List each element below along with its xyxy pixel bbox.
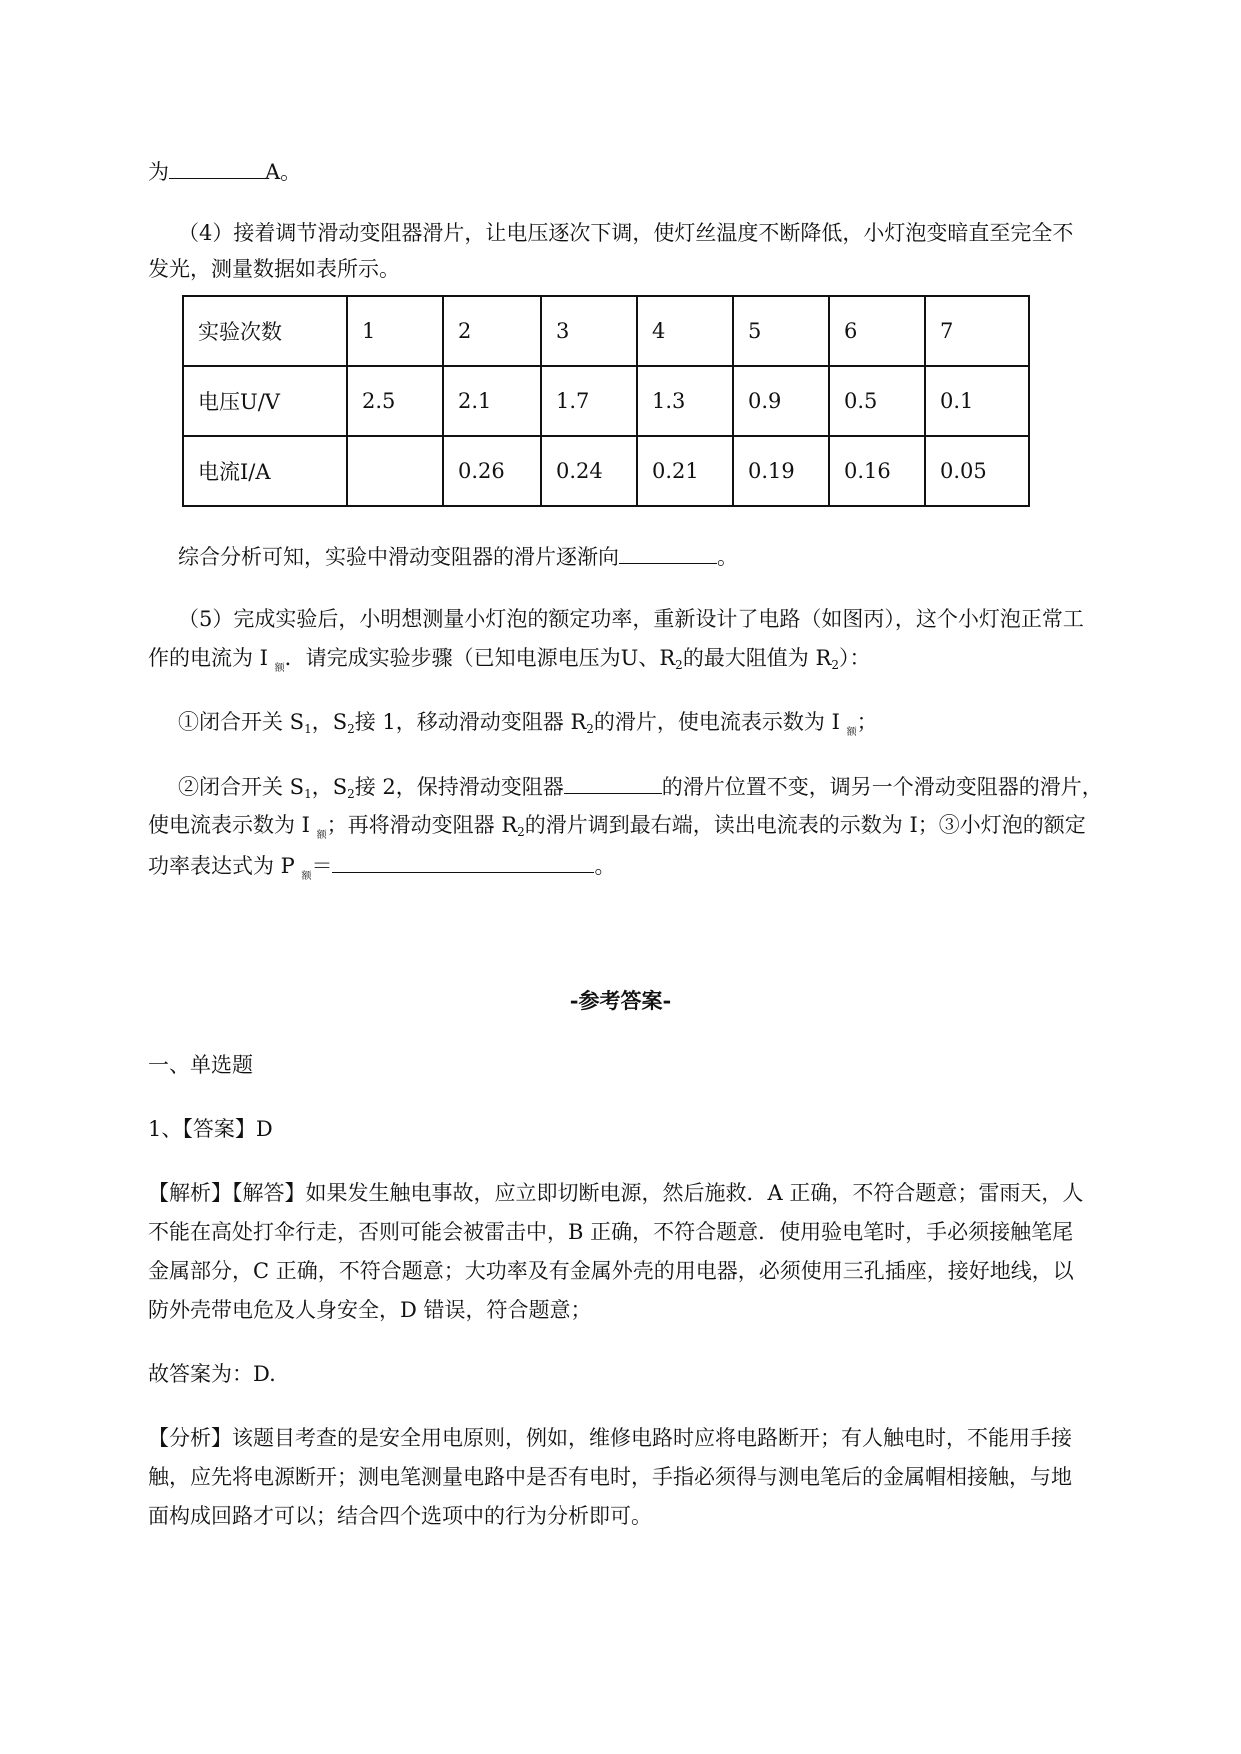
table-cell: 2 xyxy=(443,296,541,366)
table-cell: 实验次数 xyxy=(183,296,347,366)
question-4-line1: （4）接着调节滑动变阻器滑片，让电压逐次下调，使灯丝温度不断降低，小灯泡变暗直至完全不 xyxy=(178,221,1074,245)
step-2-line1 xyxy=(178,771,1103,809)
text: 的滑片调到最右端，读出电流表的示数为 I；③小灯泡的额定 xyxy=(524,813,1086,837)
subscript: 额 xyxy=(846,727,857,738)
table-cell: 4 xyxy=(637,296,733,366)
analysis-line: 不能在高处打伞行走，否则可能会被雷击中，B 正确，不符合题意．使用验电笔时，手必须接触笔尾 xyxy=(148,1220,1074,1244)
text: ．请完成实验步骤（已知电源电压为U、R xyxy=(284,646,676,670)
answers-heading: -参考答案- xyxy=(569,988,672,1013)
section-title: 一、单选题 xyxy=(148,1053,253,1077)
fill-blank[interactable] xyxy=(564,771,662,794)
subscript: 2 xyxy=(347,787,355,801)
subscript: 额 xyxy=(316,830,327,841)
question-4-line2: 发光，测量数据如表所示。 xyxy=(148,257,400,281)
fill-blank[interactable] xyxy=(332,850,594,873)
table-cell: 1.7 xyxy=(541,366,637,436)
table-row xyxy=(183,436,1029,506)
table-cell: 0.05 xyxy=(925,436,1029,506)
fenxi-line: 【分析】该题目考查的是安全用电原则，例如，维修电路时应将电路断开；有人触电时，不能用手接 xyxy=(148,1426,1072,1450)
analysis-line: 防外壳带电危及人身安全，D 错误，符合题意； xyxy=(148,1298,592,1322)
text: 。 xyxy=(594,854,616,878)
table-cell: 0.1 xyxy=(925,366,1029,436)
table-cell: 0.21 xyxy=(637,436,733,506)
question-5-line1: （5）完成实验后，小明想测量小灯泡的额定功率，重新设计了电路（如图丙），这个小灯泡正常工 xyxy=(178,607,1084,631)
text: 综合分析可知，实验中滑动变阻器的滑片逐渐向 xyxy=(178,545,619,569)
text: 使电流表示数为 I xyxy=(148,813,317,837)
text: 的滑片，使电流表示数为 I xyxy=(593,710,847,734)
measurement-table xyxy=(182,295,1030,507)
table-cell: 0.9 xyxy=(733,366,829,436)
answer-blank-line xyxy=(148,156,301,187)
subscript: 额 xyxy=(301,871,312,882)
table-cell: 1 xyxy=(347,296,443,366)
text: ； xyxy=(856,710,878,734)
table-cell: 0.26 xyxy=(443,436,541,506)
fenxi-line: 面构成回路才可以；结合四个选项中的行为分析即可。 xyxy=(148,1504,652,1528)
text: A。 xyxy=(265,160,302,184)
table-cell: 1.3 xyxy=(637,366,733,436)
table-cell: 6 xyxy=(829,296,925,366)
table-cell: 5 xyxy=(733,296,829,366)
subscript: 2 xyxy=(347,722,355,736)
text: ；再将滑动变阻器 R xyxy=(326,813,518,837)
text: ＝ xyxy=(311,854,333,878)
fill-blank[interactable] xyxy=(169,156,265,179)
table-cell: 0.24 xyxy=(541,436,637,506)
table-row xyxy=(183,366,1029,436)
table-cell xyxy=(347,436,443,506)
question-5-line2 xyxy=(148,643,870,684)
table-cell: 电压U/V xyxy=(183,366,347,436)
analysis-line: 金属部分，C 正确，不符合题意；大功率及有金属外壳的用电器，必须使用三孔插座，接好地线，以 xyxy=(148,1259,1074,1283)
text: ②闭合开关 S xyxy=(178,775,305,799)
analysis-line: 【解析】【解答】如果发生触电事故，应立即切断电源，然后施救．A 正确，不符合题意；雷雨天，人 xyxy=(148,1181,1084,1205)
table-cell: 7 xyxy=(925,296,1029,366)
text: ，S xyxy=(311,775,348,799)
table-cell: 2.1 xyxy=(443,366,541,436)
text: 接 2，保持滑动变阻器 xyxy=(354,775,564,799)
text: 。 xyxy=(717,545,738,569)
subscript: 2 xyxy=(586,722,594,736)
table-row xyxy=(183,296,1029,366)
subscript: 2 xyxy=(675,658,683,672)
subscript: 额 xyxy=(274,663,285,674)
table-cell: 0.19 xyxy=(733,436,829,506)
subscript: 1 xyxy=(304,722,312,736)
table-cell: 电流I/A xyxy=(183,436,347,506)
step-1 xyxy=(178,707,878,748)
text: 的最大阻值为 R xyxy=(682,646,832,670)
fenxi-line: 触，应先将电源断开；测电笔测量电路中是否有电时，手指必须得与测电笔后的金属帽相接触，与地 xyxy=(148,1465,1072,1489)
step-2-line3 xyxy=(148,850,615,892)
subscript: 2 xyxy=(831,658,839,672)
text: 作的电流为 I xyxy=(148,646,275,670)
text: ）： xyxy=(838,646,871,670)
text: ，S xyxy=(311,710,348,734)
table-cell: 3 xyxy=(541,296,637,366)
conclusion: 故答案为：D. xyxy=(148,1362,276,1386)
subscript: 2 xyxy=(517,825,525,839)
step-2-line2 xyxy=(148,810,1086,851)
summary-line xyxy=(178,541,738,572)
table-cell: 0.5 xyxy=(829,366,925,436)
table-cell: 0.16 xyxy=(829,436,925,506)
subscript: 1 xyxy=(304,787,312,801)
text: 的滑片位置不变，调另一个滑动变阻器的滑片， xyxy=(661,775,1103,799)
table-cell: 2.5 xyxy=(347,366,443,436)
fill-blank[interactable] xyxy=(619,541,717,564)
text: 为 xyxy=(148,160,169,184)
text: 功率表达式为 P xyxy=(148,854,302,878)
text: 接 1，移动滑动变阻器 R xyxy=(354,710,587,734)
text: ①闭合开关 S xyxy=(178,710,305,734)
answer-item-1: 1、【答案】D xyxy=(148,1117,273,1141)
